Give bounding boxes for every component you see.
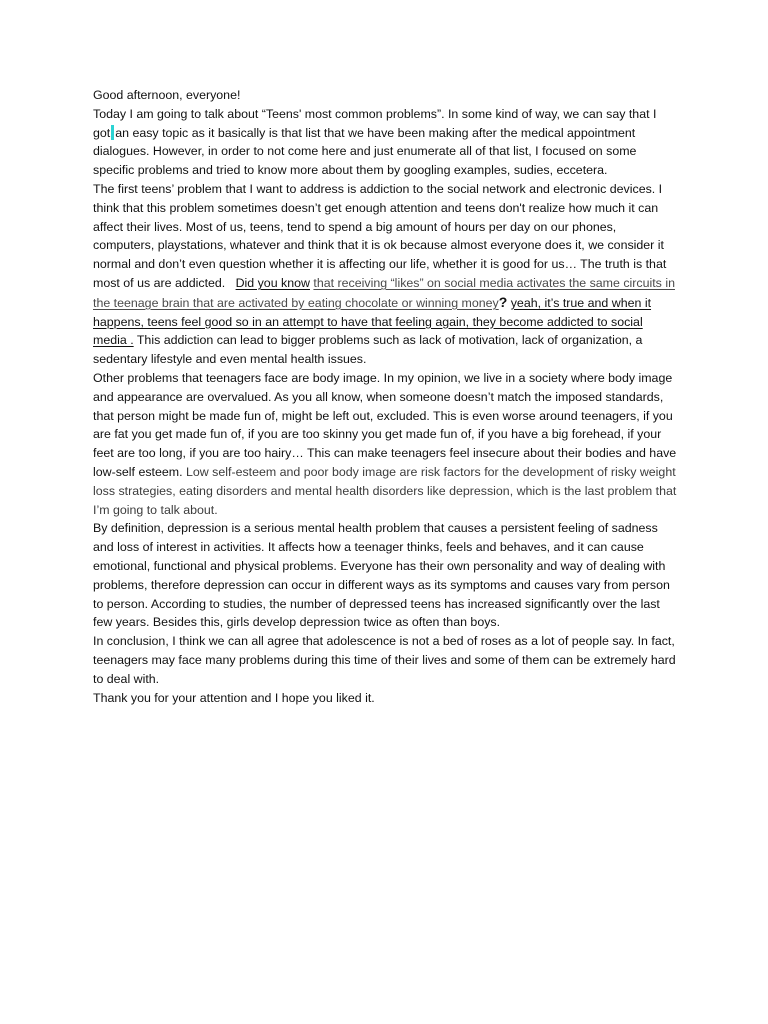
body-image-paragraph bbox=[93, 369, 677, 519]
intro-text-end: an easy topic as it basically is that list that we have been making after the medical appointment dialogues. However, in order to not come here and just enumerate all of that list, I focused on some specific problems and tried to know more about them by googling examples, sudies, eccetera. bbox=[93, 125, 637, 178]
greeting: Good afternoon, everyone! bbox=[93, 88, 241, 102]
conclusion-paragraph: In conclusion, I think we can all agree that adolescence is not a bed of roses as a lot of people say. In fact, teenagers may face many problems during this time of their lives and some of them can be extremely hard to deal with. bbox=[93, 634, 676, 686]
addiction-intro: The first teens’ problem that I want to address is addiction to the social network and electronic devices. I think that this problem sometimes doesn’t get enough attention and teens don't realize how much it can affect their lives. Most of us, teens, tend to spend a big amount of hours per day on our phones, computers, playstations, whatever and think that it is ok because almost everyone does it, we consider it normal and don’t even question whether it is affecting our life, whether it is good for us… The truth is that most of us are addicted. bbox=[93, 181, 667, 290]
document-body bbox=[93, 86, 677, 707]
likes-fact-text: that receiving “likes” on social media activates the same circuits in the teenage brain that are activated by eating chocolate or winning money bbox=[93, 275, 675, 310]
closing-line: Thank you for your attention and I hope you liked it. bbox=[93, 690, 375, 705]
addiction-end: This addiction can lead to bigger problems such as lack of motivation, lack of organization, a sedentary lifestyle and even mental health issues. bbox=[93, 333, 643, 367]
intro-text-start: Today I am going to talk about “Teens' most common problems”. In some kind of way, we can say that I got bbox=[93, 106, 657, 140]
addiction-paragraph bbox=[93, 180, 677, 369]
self-esteem-text: Low self-esteem and poor body image are risk factors for the development of risky weight loss strategies, eating disorders and mental health disorders like depression, which is the last problem that I’m going to talk about. bbox=[93, 464, 677, 517]
yeah-text: yeah, it’s true and when it happens, teens feel good so in an attempt to have that feeling again, they become addicted to social media . bbox=[93, 295, 652, 348]
did-you-know-link: Did you know bbox=[235, 275, 310, 290]
intro-paragraph bbox=[93, 105, 677, 180]
body-image-text: Other problems that teenagers face are body image. In my opinion, we live in a society where body image and appearance are overvalued. As you all know, when someone doesn’t match the imposed standards, that person might be made fun of, might be left out, excluded. This is even worse around teenagers, if you are fat you get made fun of, if you are too skinny you get made fun of, if you have a big forehead, if your feet are too long, if you are too hairy… This can make teenagers feel insecure about their bodies and have low-self esteem. bbox=[93, 370, 677, 479]
question-mark: ? bbox=[498, 293, 508, 310]
text-cursor bbox=[111, 125, 114, 140]
depression-paragraph: By definition, depression is a serious mental health problem that causes a persistent feeling of sadness and loss of interest in activities. It affects how a teenager thinks, feels and behaves, and it can cause emotional, functional and physical problems. Everyone has their own personality and way of dealing with problems, therefore depression can occur in different ways as its symptoms and causes vary from person to person. According to studies, the number of depressed teens has increased significantly over the last few years. Besides this, girls develop depression twice as often than boys. bbox=[93, 521, 670, 630]
